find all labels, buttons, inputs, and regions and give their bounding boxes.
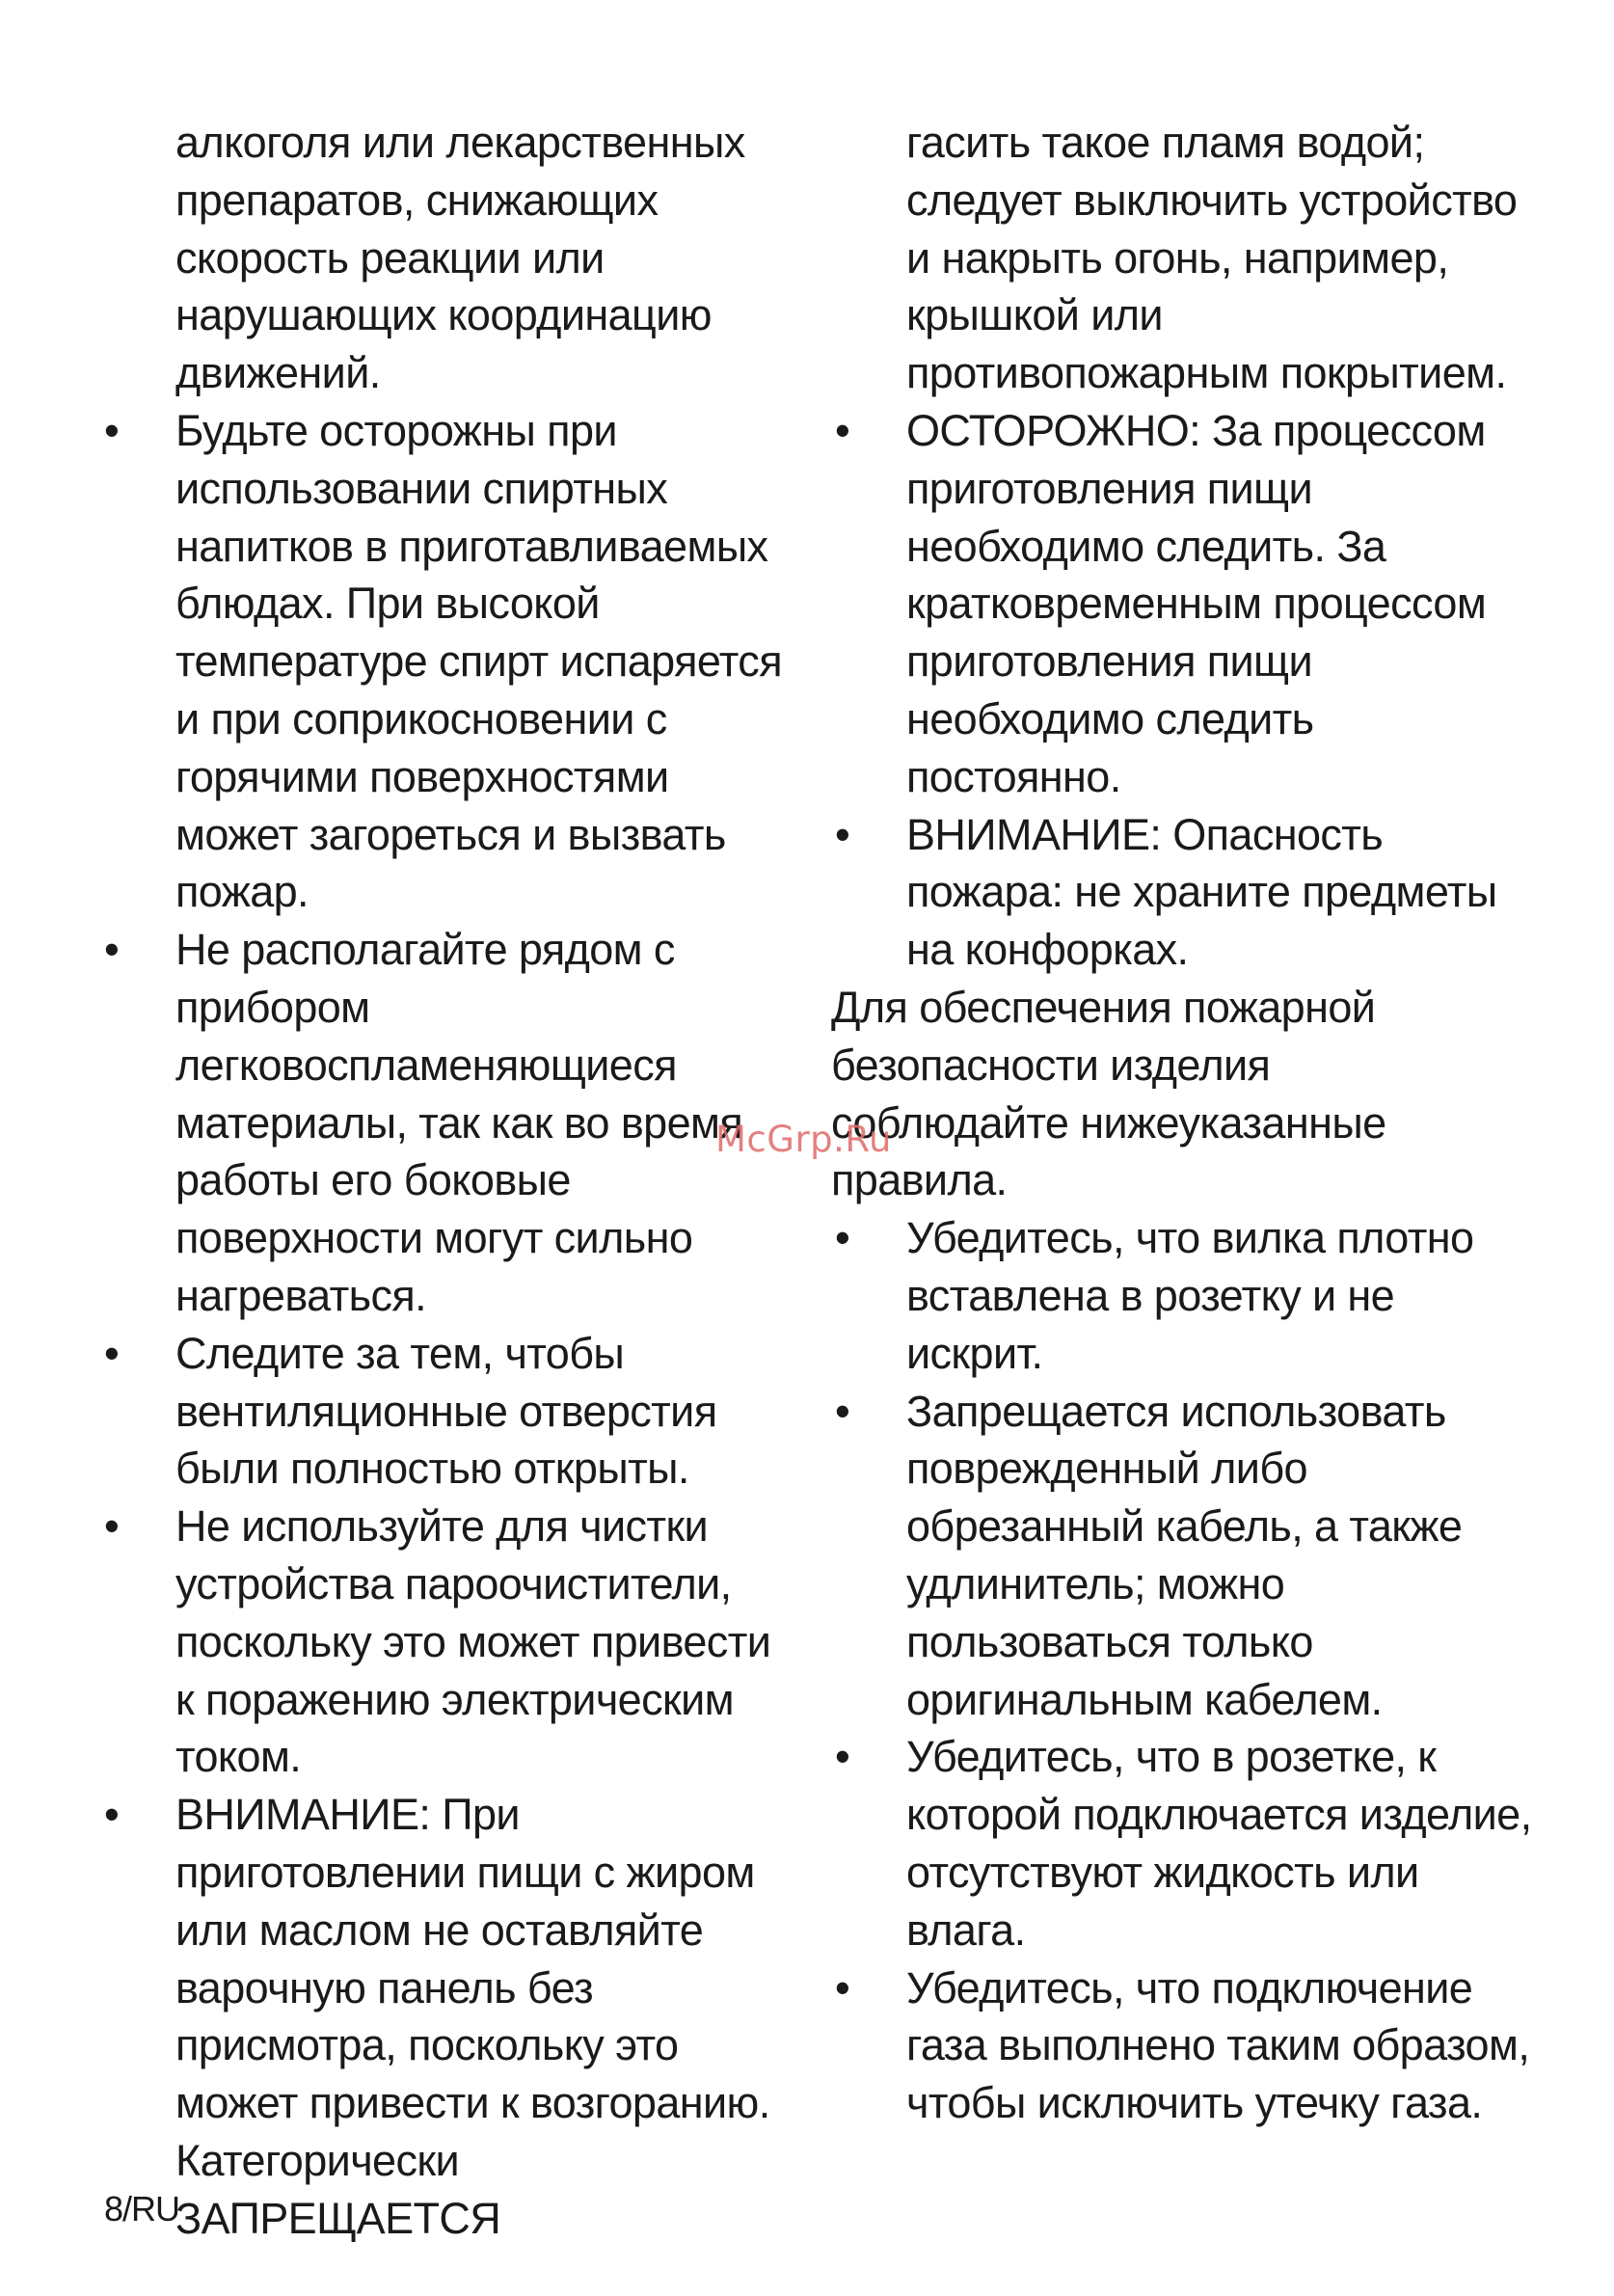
list-item [100,402,794,921]
list-item [100,1498,794,1786]
bullet-icon: • [104,1328,120,1378]
list-item-text: ВНИМАНИЕ: Опасность пожара: не храните предметы на конфорках. [906,809,1497,975]
list-item [100,921,794,1325]
list-item [100,1325,794,1498]
right-continuation-text: гасить такое пламя водой; следует выключить устройство и накрыть огонь, например, крышкой или противопожарным покрытием. [906,118,1518,398]
list-item-text: Следите за тем, чтобы вентиляционные отверстия были полностью открыты. [175,1328,717,1494]
list-item-text: Убедитесь, что подключение газа выполнено таким образом, чтобы исключить утечку газа. [906,1962,1530,2128]
list-item [831,402,1545,806]
bullet-icon: • [835,1213,850,1263]
list-item-text: Не располагайте рядом с прибором легковоспламеняющиеся материалы, так как во время работы его боковые поверхности могут сильно нагреваться. [175,925,743,1320]
bullet-icon: • [104,405,120,455]
list-item [831,1383,1545,1729]
bullet-icon: • [835,405,850,455]
bullet-icon: • [104,1501,120,1552]
bullet-icon: • [835,1386,850,1436]
list-item-text: Убедитесь, что в розетке, к которой подключается изделие, отсутствуют жидкость или влага. [906,1732,1532,1955]
bullet-icon: • [104,925,120,975]
bullet-icon: • [835,1962,850,2012]
fire-safety-paragraph: Для обеспечения пожарной безопасности изделия соблюдайте нижеуказанные правила. [831,982,1386,1205]
list-item [831,806,1545,979]
list-item-text: ВНИМАНИЕ: При приготовлении пищи с жиром или маслом не оставляйте варочную панель без присмотра, поскольку это может привести к возгоранию. Категорически ЗАПРЕЩАЕТСЯ [175,1790,770,2243]
right-column [831,114,1545,2132]
list-item [831,1728,1545,1958]
list-item-text: Будьте осторожны при использовании спиртных напитков в приготавливаемых блюдах. При высокой температуре спирт испаряется и при соприкосновении с горячими поверхностями может загореться и вызвать пожар. [175,405,782,917]
bullet-icon: • [104,1790,120,1840]
bullet-icon: • [835,809,850,859]
bullet-icon: • [835,1732,850,1782]
list-item [831,1959,1545,2132]
list-item-text: Убедитесь, что вилка плотно вставлена в розетку и не искрит. [906,1213,1474,1378]
watermark: McGrp.Ru [715,1119,892,1160]
list-item [100,1786,794,2247]
left-column [100,114,794,2247]
list-item [831,1209,1545,1382]
page-number: 8/RU [104,2189,180,2228]
left-continuation-text: алкоголя или лекарственных препаратов, снижающих скорость реакции или нарушающих координацию движений. [175,118,745,398]
list-item-text: Не используйте для чистки устройства пароочистители, поскольку это может привести к поражению электрическим током. [175,1501,771,1782]
list-item-text: Запрещается использовать поврежденный либо обрезанный кабель, а также удлинитель; можно пользоваться только оригинальным кабелем. [906,1386,1463,1724]
list-item-text: ОСТОРОЖНО: За процессом приготовления пищи необходимо следить. За кратковременным процессом приготовления пищи необходимо следить постоянно. [906,405,1487,801]
